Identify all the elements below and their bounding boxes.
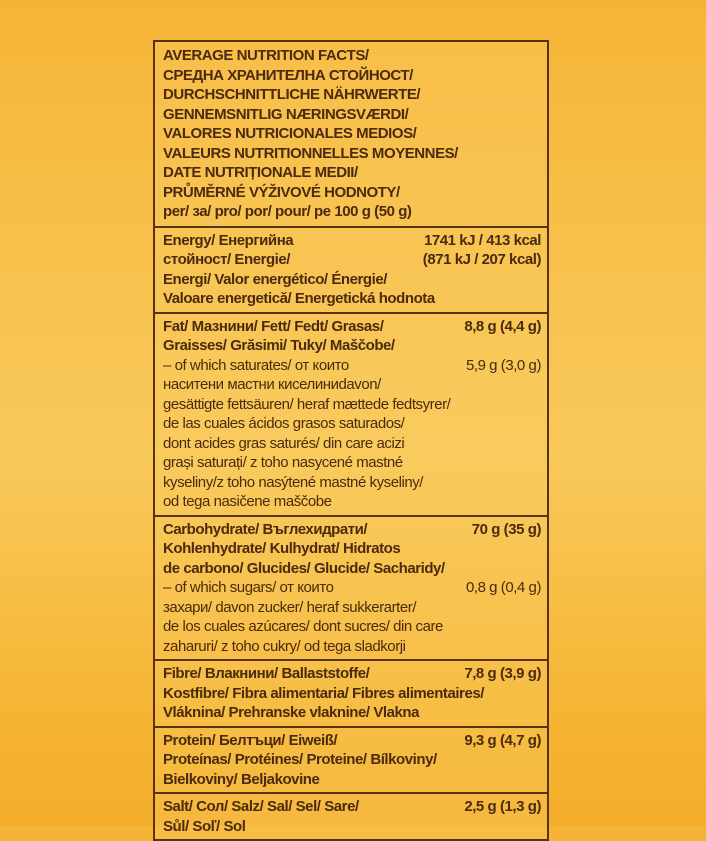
nutrient-value: (871 kJ / 207 kcal): [422, 251, 541, 268]
nutrient-label: Proteínas/ Protéines/ Proteine/ Bílkoviny/: [163, 751, 437, 768]
nutrient-value: 1741 kJ / 413 kcal: [423, 231, 541, 249]
nutrient-label: GENNEMSNITLIG NÆRINGSVÆRDI/: [163, 105, 409, 123]
nutrient-value: 0,8 g (0,4 g): [465, 579, 541, 596]
nutrient-label: DURCHSCHNITTLICHE NÄHRWERTE/: [163, 86, 421, 103]
nutrition-line: [163, 105, 541, 125]
nutrition-line: [163, 750, 541, 770]
nutrition-line: [163, 598, 541, 618]
nutrient-label: dont acides gras saturés/ din care acizi: [163, 434, 405, 452]
nutrition-line: [163, 270, 541, 290]
nutrient-value: 9,3 g (4,7 g): [464, 731, 541, 749]
nutrient-label: de las cuales ácidos grasos saturados/: [163, 415, 405, 432]
nutrient-value: 8,8 g (4,4 g): [464, 317, 541, 335]
nutrition-line: [163, 66, 541, 86]
nutrient-label: захари/ davon zucker/ heraf sukkerarter/: [163, 598, 417, 616]
nutrient-label: Kostfibre/ Fibra alimentaria/ Fibres alimentaires/: [163, 684, 484, 702]
nutrition-line: [163, 414, 541, 434]
nutrition-line: [163, 578, 541, 598]
nutrient-label: наситени мастни киселиниdavon/: [163, 376, 381, 393]
nutrient-label: Bielkoviny/ Beljakovine: [163, 770, 320, 788]
nutrient-label: Protein/ Белтъци/ Eiweiß/: [163, 731, 338, 749]
nutrition-line: [163, 289, 541, 309]
nutrient-label: Energi/ Valor energético/ Énergie/: [163, 270, 387, 288]
nutrient-label: Carbohydrate/ Въглехидрати/: [163, 520, 368, 538]
nutrient-label: DATE NUTRIȚIONALE MEDII/: [163, 164, 358, 181]
nutrient-label: Salt/ Сол/ Salz/ Sal/ Sel/ Sare/: [163, 798, 359, 815]
nutrition-line: [163, 46, 541, 66]
nutrition-facts-table: [153, 40, 549, 841]
nutrition-line: [163, 356, 541, 376]
section-header: [155, 42, 547, 226]
nutrition-line: [163, 539, 541, 559]
nutrition-line: [163, 434, 541, 454]
nutrient-label: gesättigte fettsäuren/ heraf mættede fedtsyrer/: [163, 395, 451, 413]
section-carbohydrate: [155, 515, 547, 660]
nutrient-label: СРЕДНА ХРАНИТЕЛНА СТОЙНОСТ/: [163, 66, 413, 84]
nutrient-label: Sůl/ Soľ/ Sol: [163, 817, 246, 835]
nutrition-line: [163, 395, 541, 415]
nutrient-label: – of which saturates/ от които: [163, 356, 349, 374]
nutrient-label: od tega nasičene maščobe: [163, 493, 332, 510]
nutrition-line: [163, 664, 541, 684]
nutrient-label: Fibre/ Влакнини/ Ballaststoffe/: [163, 665, 370, 682]
nutrition-line: [163, 731, 541, 751]
nutrition-line: [163, 231, 541, 251]
nutrient-label: Kohlenhydrate/ Kulhydrat/ Hidratos: [163, 540, 401, 557]
nutrition-line: [163, 85, 541, 105]
nutrient-label: Valoare energetică/ Energetická hodnota: [163, 290, 435, 307]
nutrition-line: [163, 617, 541, 637]
nutrition-line: [163, 250, 541, 270]
nutrient-label: стойност/ Energie/: [163, 251, 291, 268]
nutrient-label: VALEURS NUTRITIONNELLES MOYENNES/: [163, 144, 458, 162]
nutrition-line: [163, 703, 541, 723]
nutrition-line: [163, 124, 541, 144]
nutrition-line: [163, 375, 541, 395]
nutrient-value: 5,9 g (3,0 g): [465, 356, 541, 374]
section-protein: [155, 726, 547, 793]
nutrient-label: grași saturați/ z toho nasycené mastné: [163, 454, 403, 471]
nutrition-line: [163, 336, 541, 356]
nutrition-line: [163, 817, 541, 837]
nutrient-label: Fat/ Мазнини/ Fett/ Fedt/ Grasas/: [163, 317, 384, 335]
nutrition-line: [163, 684, 541, 704]
section-energy: [155, 226, 547, 312]
nutrient-value: 70 g (35 g): [471, 520, 541, 538]
nutrient-label: Energy/ Енергийна: [163, 231, 294, 249]
nutrition-line: [163, 770, 541, 790]
nutrient-label: de carbono/ Glucides/ Glucide/ Sacharidy/: [163, 559, 445, 577]
nutrition-line: [163, 453, 541, 473]
nutrient-label: kyseliny/z toho nasýtené mastné kyseliny/: [163, 473, 424, 491]
nutrient-value: 7,8 g (3,9 g): [464, 665, 541, 682]
nutrient-label: – of which sugars/ от които: [163, 579, 334, 596]
nutrient-label: AVERAGE NUTRITION FACTS/: [163, 47, 369, 64]
nutrition-line: [163, 163, 541, 183]
nutrition-line: [163, 183, 541, 203]
nutrient-value: 2,5 g (1,3 g): [464, 798, 541, 815]
nutrient-label: Graisses/ Grăsimi/ Tuky/ Maščobe/: [163, 337, 395, 354]
nutrition-line: [163, 144, 541, 164]
section-fat: [155, 312, 547, 515]
nutrition-line: [163, 492, 541, 512]
nutrition-line: [163, 797, 541, 817]
nutrient-label: PRŮMĚRNÉ VÝŽIVOVÉ HODNOTY/: [163, 183, 400, 201]
nutrition-line: [163, 637, 541, 657]
section-salt: [155, 792, 547, 839]
nutrition-line: [163, 520, 541, 540]
nutrition-line: [163, 559, 541, 579]
nutrient-label: per/ за/ pro/ por/ pour/ pe 100 g (50 g): [163, 203, 412, 220]
nutrition-line: [163, 202, 541, 222]
nutrient-label: zaharuri/ z toho cukry/ od tega sladkorji: [163, 637, 406, 655]
nutrition-line: [163, 473, 541, 493]
nutrient-label: Vláknina/ Prehranske vlaknine/ Vlakna: [163, 704, 419, 721]
nutrient-label: de los cuales azúcares/ dont sucres/ din care: [163, 618, 443, 635]
section-fibre: [155, 659, 547, 726]
nutrition-line: [163, 317, 541, 337]
nutrient-label: VALORES NUTRICIONALES MEDIOS/: [163, 125, 417, 142]
